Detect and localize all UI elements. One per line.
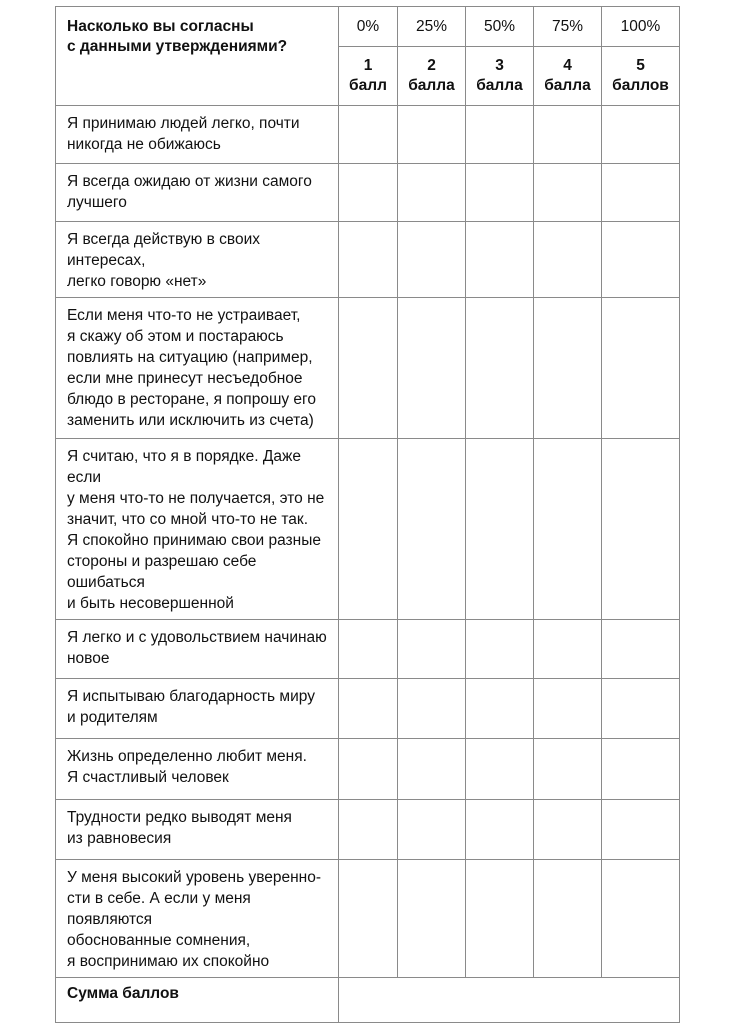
answer-cell-1[interactable]	[339, 298, 398, 439]
statement-text: Я испытываю благодарность миру и родителям	[56, 679, 339, 739]
statement-row	[56, 164, 680, 222]
statement-row	[56, 439, 680, 620]
answer-cell-3[interactable]	[466, 860, 534, 978]
answer-cell-2[interactable]	[398, 164, 466, 222]
percent-header-row	[56, 7, 680, 47]
statement-text: Я считаю, что я в порядке. Даже если у меня что-то не получается, это не значит, что со мной что-то не так. Я спокойно принимаю свои разные стороны и разрешаю себе ошибаться и быть несовершенной	[56, 439, 339, 620]
points-5: 5 баллов	[602, 47, 680, 106]
answer-cell-2[interactable]	[398, 439, 466, 620]
statement-text: Если меня что-то не устраивает, я скажу об этом и постараюсь повлиять на ситуацию (например, если мне принесут несъедобное блюдо в ресторане, я попрошу его заменить или исключить из счета)	[56, 298, 339, 439]
answer-cell-4[interactable]	[534, 679, 602, 739]
answer-cell-2[interactable]	[398, 739, 466, 800]
answer-cell-3[interactable]	[466, 679, 534, 739]
statement-text: У меня высокий уровень уверенно- сти в себе. А если у меня появляются обоснованные сомнения, я воспринимаю их спокойно	[56, 860, 339, 978]
answer-cell-2[interactable]	[398, 106, 466, 164]
statement-row	[56, 106, 680, 164]
answer-cell-3[interactable]	[466, 439, 534, 620]
answer-cell-1[interactable]	[339, 860, 398, 978]
answer-cell-4[interactable]	[534, 620, 602, 679]
answer-cell-1[interactable]	[339, 106, 398, 164]
answer-cell-1[interactable]	[339, 439, 398, 620]
statement-text: Жизнь определенно любит меня. Я счастливый человек	[56, 739, 339, 800]
answer-cell-2[interactable]	[398, 679, 466, 739]
answer-cell-4[interactable]	[534, 739, 602, 800]
answer-cell-2[interactable]	[398, 298, 466, 439]
sum-label: Сумма баллов	[56, 978, 339, 1023]
answer-cell-4[interactable]	[534, 298, 602, 439]
statement-row	[56, 679, 680, 739]
statement-row	[56, 620, 680, 679]
answer-cell-2[interactable]	[398, 222, 466, 298]
answer-cell-1[interactable]	[339, 620, 398, 679]
answer-cell-5[interactable]	[602, 620, 680, 679]
answer-cell-2[interactable]	[398, 800, 466, 860]
agreement-questionnaire-table	[55, 6, 680, 1023]
answer-cell-3[interactable]	[466, 164, 534, 222]
answer-cell-4[interactable]	[534, 106, 602, 164]
answer-cell-3[interactable]	[466, 106, 534, 164]
answer-cell-3[interactable]	[466, 620, 534, 679]
statement-text: Я всегда ожидаю от жизни самого лучшего	[56, 164, 339, 222]
answer-cell-2[interactable]	[398, 860, 466, 978]
statement-text: Я всегда действую в своих интересах, легко говорю «нет»	[56, 222, 339, 298]
statement-row	[56, 222, 680, 298]
sum-value-cell[interactable]	[339, 978, 680, 1023]
answer-cell-1[interactable]	[339, 222, 398, 298]
sum-row	[56, 978, 680, 1023]
answer-cell-1[interactable]	[339, 679, 398, 739]
answer-cell-3[interactable]	[466, 222, 534, 298]
answer-cell-5[interactable]	[602, 164, 680, 222]
percent-50: 50%	[466, 7, 534, 47]
answer-cell-1[interactable]	[339, 739, 398, 800]
answer-cell-4[interactable]	[534, 222, 602, 298]
answer-cell-4[interactable]	[534, 439, 602, 620]
statement-row	[56, 800, 680, 860]
question-header: Насколько вы согласны с данными утверждениями?	[56, 7, 339, 106]
answer-cell-5[interactable]	[602, 800, 680, 860]
statement-text: Я принимаю людей легко, почти никогда не обижаюсь	[56, 106, 339, 164]
statement-text: Трудности редко выводят меня из равновесия	[56, 800, 339, 860]
answer-cell-1[interactable]	[339, 800, 398, 860]
answer-cell-5[interactable]	[602, 439, 680, 620]
points-2: 2 балла	[398, 47, 466, 106]
points-3: 3 балла	[466, 47, 534, 106]
answer-cell-5[interactable]	[602, 106, 680, 164]
answer-cell-5[interactable]	[602, 860, 680, 978]
answer-cell-1[interactable]	[339, 164, 398, 222]
points-1: 1 балл	[339, 47, 398, 106]
answer-cell-5[interactable]	[602, 679, 680, 739]
percent-75: 75%	[534, 7, 602, 47]
answer-cell-3[interactable]	[466, 298, 534, 439]
answer-cell-5[interactable]	[602, 739, 680, 800]
statement-row	[56, 739, 680, 800]
answer-cell-4[interactable]	[534, 860, 602, 978]
answer-cell-3[interactable]	[466, 800, 534, 860]
statement-text: Я легко и с удовольствием начинаю новое	[56, 620, 339, 679]
answer-cell-2[interactable]	[398, 620, 466, 679]
points-4: 4 балла	[534, 47, 602, 106]
statement-row	[56, 860, 680, 978]
percent-25: 25%	[398, 7, 466, 47]
percent-100: 100%	[602, 7, 680, 47]
answer-cell-5[interactable]	[602, 222, 680, 298]
answer-cell-5[interactable]	[602, 298, 680, 439]
percent-0: 0%	[339, 7, 398, 47]
answer-cell-4[interactable]	[534, 164, 602, 222]
answer-cell-3[interactable]	[466, 739, 534, 800]
answer-cell-4[interactable]	[534, 800, 602, 860]
statement-row	[56, 298, 680, 439]
